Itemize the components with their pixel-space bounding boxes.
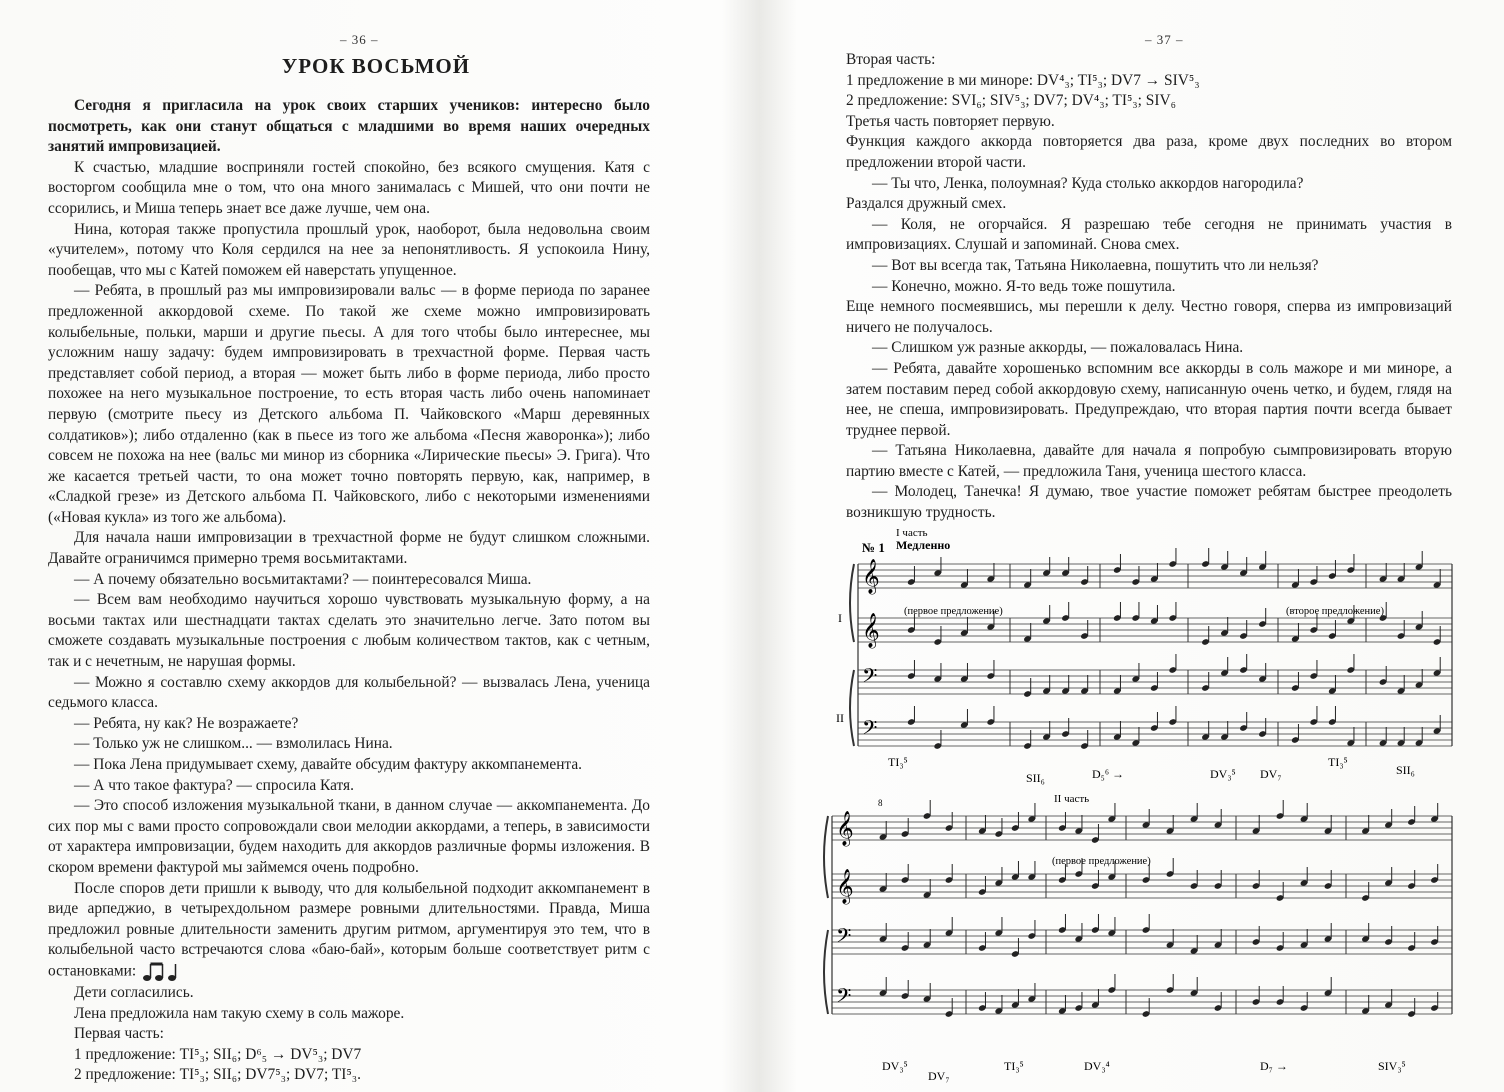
bass-clef-icon: 𝄢	[836, 984, 852, 1012]
chord-label: D₇ →	[1260, 1059, 1288, 1073]
part-label-II: II	[836, 711, 844, 725]
brace-icon	[850, 564, 854, 642]
bass-clef-icon: 𝄢	[862, 716, 878, 744]
brace-icon	[824, 816, 828, 898]
paragraph: 2 предложение: SVI₆; SIV⁵₃; DV7; DV⁴₃; TI⁵₃; SIV₆	[846, 92, 1176, 110]
paragraph: — А что такое фактура? — спросила Катя.	[74, 776, 354, 794]
paragraph: Для начала наши импровизации в трехчастной форме не будут слишком сложными. Давайте ограничимся примерно тремя восьмитактами.	[48, 529, 650, 568]
score-number: № 1	[862, 540, 885, 555]
chapter-title: УРОК ВОСЬМОЙ	[281, 54, 471, 78]
treble-clef-icon: 𝄞	[836, 869, 854, 904]
right-page-text	[846, 50, 1452, 524]
score-1-staves	[850, 548, 1452, 750]
paragraph: — Ребята, давайте хорошенько вспомним все аккорды в соль мажоре и ми миноре, а затем поставим перед собой аккордовую схему, написанную очень четко, и будем, глядя на нее, не спеша, импровизировать. Предупреждаю, что вторая партия почти всегда бывает труднее первой.	[846, 359, 1452, 439]
paragraph: Первая часть:	[74, 1025, 164, 1043]
chord-label: SIV₃⁵	[1378, 1059, 1406, 1073]
score-section: II часть	[1054, 793, 1090, 805]
paragraph: Дети согласились.	[74, 983, 194, 1001]
score-1-svg	[836, 522, 1462, 790]
treble-clef-icon: 𝄞	[862, 613, 880, 648]
chord-label: DV₇	[1260, 767, 1282, 781]
chord-label: TI₃⁵	[1328, 755, 1348, 769]
right-page	[752, 0, 1504, 1092]
left-page-text	[48, 96, 650, 1086]
paragraph: — Татьяна Николаевна, давайте для начала я попробую сымпровизировать вторую партию вместе с Катей, — предложила Таня, ученица шестого класса.	[846, 442, 1452, 480]
phrase-label: (первое предложение)	[904, 606, 1003, 617]
part-label-I: I	[838, 611, 842, 625]
brace-icon	[824, 930, 828, 1014]
paragraph: Функция каждого аккорда повторяется два раза, кроме двух последних во втором предложении второй части.	[846, 133, 1452, 171]
paragraph: Раздался дружный смех.	[846, 195, 1007, 213]
paragraph: 1 предложение: TI⁵₃; SII₆; D⁶₅ → DV⁵₃; DV7	[74, 1045, 362, 1063]
paragraph-text: После споров дети пришли к выводу, что для колыбельной подходит аккомпанемент в виде арпеджио, в четырехдольном размере ровными длительностями. Правда, Миша предложил ровные длительности заменить другим ритмом, аргументируя это тем, что в колыбельной часто встречаются слова «баю-бай», которым больше соответствует ритм с остановками:	[48, 879, 650, 980]
paragraph: Лена предложила нам такую схему в соль мажоре.	[74, 1004, 405, 1022]
chord-label: SII₆	[1396, 763, 1415, 777]
rhythm-notes-icon	[140, 961, 182, 983]
brace-icon	[850, 670, 854, 746]
bass-clef-icon: 𝄢	[862, 664, 878, 692]
paragraph: К счастью, младшие восприняли гостей спокойно, без всякого смущения. Катя с восторгом сообщила мне о том, что она много занималась с Мишей, что они почти не ссорились, и Миша теперь знает все даже лучше, чем она.	[48, 158, 650, 217]
paragraph: — Слишком уж разные аккорды, — пожаловалась Нина.	[872, 339, 1244, 357]
paragraph: — Конечно, можно. Я-то ведь тоже пошутила.	[872, 277, 1176, 295]
chord-label: DV₃⁵	[882, 1059, 908, 1073]
chord-label: DV₃⁵	[1210, 767, 1236, 781]
paragraph: — А почему обязательно восьмитактами? — поинтересовался Миша.	[74, 570, 532, 588]
score-tempo: Медленно	[896, 538, 951, 552]
chord-label: SII₆	[1026, 771, 1045, 785]
score-section: I часть	[896, 527, 928, 539]
chord-label: DV₇	[928, 1069, 950, 1083]
paragraph: — Коля, не огорчайся. Я разрешаю тебе сегодня не принимать участия в импровизациях. Слушай и запоминай. Снова смех.	[846, 215, 1452, 254]
paragraph: Еще немного посмеявшись, мы перешли к делу. Честно говоря, сперва из импровизаций ничего не получалось.	[846, 298, 1452, 336]
paragraph: 2 предложение: TI⁵₃; SII₆; DV7⁵₃; DV7; TI⁵₃.	[74, 1066, 361, 1084]
bass-clef-icon: 𝄢	[836, 924, 852, 952]
ottava-mark: 8	[878, 798, 883, 808]
paragraph: — Это способ изложения музыкальной ткани, в данном случае — аккомпанемента. До сих пор мы с вами просто сопровождали свои мелодии аккордами, а теперь, в зависимости от характера импровизации, будем находить для аккордов различные формы изложения. В скором времени фактурой мы займемся очень подробно.	[48, 797, 650, 876]
phrase-label: (второе предложение)	[1286, 606, 1384, 617]
paragraph: Сегодня я пригласила на урок своих старших учеников: интересно было посмотреть, как они станут общаться с младшими во время наших очередных занятий импровизацией.	[48, 97, 650, 156]
paragraph: 1 предложение в ми миноре: DV⁴₃; TI⁵₃; DV7 → SIV⁵₃	[846, 71, 1200, 89]
paragraph: Нина, которая также пропустила прошлый урок, наоборот, была недовольна своим «учителем», потому что Коля сердился на нее за непонятливость. Я успокоила Нину, пообещав, что мы с Катей поможем ей наверстать упущенное.	[48, 220, 650, 279]
chord-label: D₅⁶ →	[1092, 767, 1125, 781]
paragraph: — Вот вы всегда так, Татьяна Николаевна, пошутить что ли нельзя?	[872, 256, 1319, 274]
paragraph: — Только уж не слишком... — взмолилась Нина.	[74, 735, 393, 753]
paragraph: — Всем вам необходимо научиться хорошо чувствовать музыкальную форму, а на восьми тактах или шестнадцати тактах сделать это значительно легче. Зато потом вы сможете создавать музыкальные построения с любым количеством тактов, как с четным, так и с нечетным, не нарушая формы.	[48, 591, 650, 671]
chord-label: DV₃⁴	[1084, 1059, 1110, 1073]
page-number: – 37 –	[1145, 32, 1184, 47]
music-score-1	[836, 522, 1462, 790]
paragraph: — Можно я составлю схему аккордов для колыбельной? — вызвалась Лена, ученица седьмого класса.	[48, 673, 650, 712]
paragraph: — Ребята, ну как? Не возражаете?	[74, 714, 299, 732]
paragraph: — Ребята, в прошлый раз мы импровизировали вальс — в форме периода по заранее предложенной аккордовой схеме. По такой же схеме можно импровизировать колыбельные, польки, марши и другие пьесы. А для того чтобы было интереснее, мы усложним нашу задачу: будем импровизировать в трехчастной форме. Первая часть представляет собой период, а вторая — может быть либо в форме периода, либо просто похожее на него музыкальное построение, то есть вторая часть либо очень напоминает первую (смотрите пьесу из Детского альбома П. Чайковского «Марш деревянных солдатиков»); либо отдаленно (как в пьесе из того же альбома «Песня жаворонка»); либо совсем не похожа на нее (вальс ми минор из сборника «Лирические пьесы» Э. Грига). Что же касается третьей части, то она может точно повторять первую, как, например, в «Сладкой грезе» из Детского альбома П. Чайковского, либо с некоторыми изменениями («Новая кукла» из того же альбома).	[48, 282, 650, 526]
score-2-svg	[826, 794, 1462, 1086]
paragraph: — Молодец, Танечка! Я думаю, твое участие поможет ребятам быстрее преодолеть возникшую трудность.	[846, 483, 1452, 522]
chord-label: TI₃⁵	[888, 755, 908, 769]
paragraph: Вторая часть:	[846, 51, 936, 68]
page-number: – 36 –	[340, 32, 379, 47]
paragraph: Третья часть повторяет первую.	[846, 112, 1055, 130]
score-2-staves	[824, 800, 1452, 1018]
paragraph: — Ты что, Ленка, полоумная? Куда столько аккордов нагородила?	[872, 174, 1304, 192]
paragraph: — Пока Лена придумывает схему, давайте обсудим фактуру аккомпанемента.	[74, 756, 583, 773]
phrase-label: (первое предложение)	[1052, 856, 1151, 867]
chord-label: TI₃⁵	[1004, 1059, 1024, 1073]
treble-clef-icon: 𝄞	[836, 811, 854, 846]
music-score-2	[826, 794, 1462, 1086]
paragraph	[48, 879, 650, 983]
treble-clef-icon: 𝄞	[862, 559, 880, 594]
